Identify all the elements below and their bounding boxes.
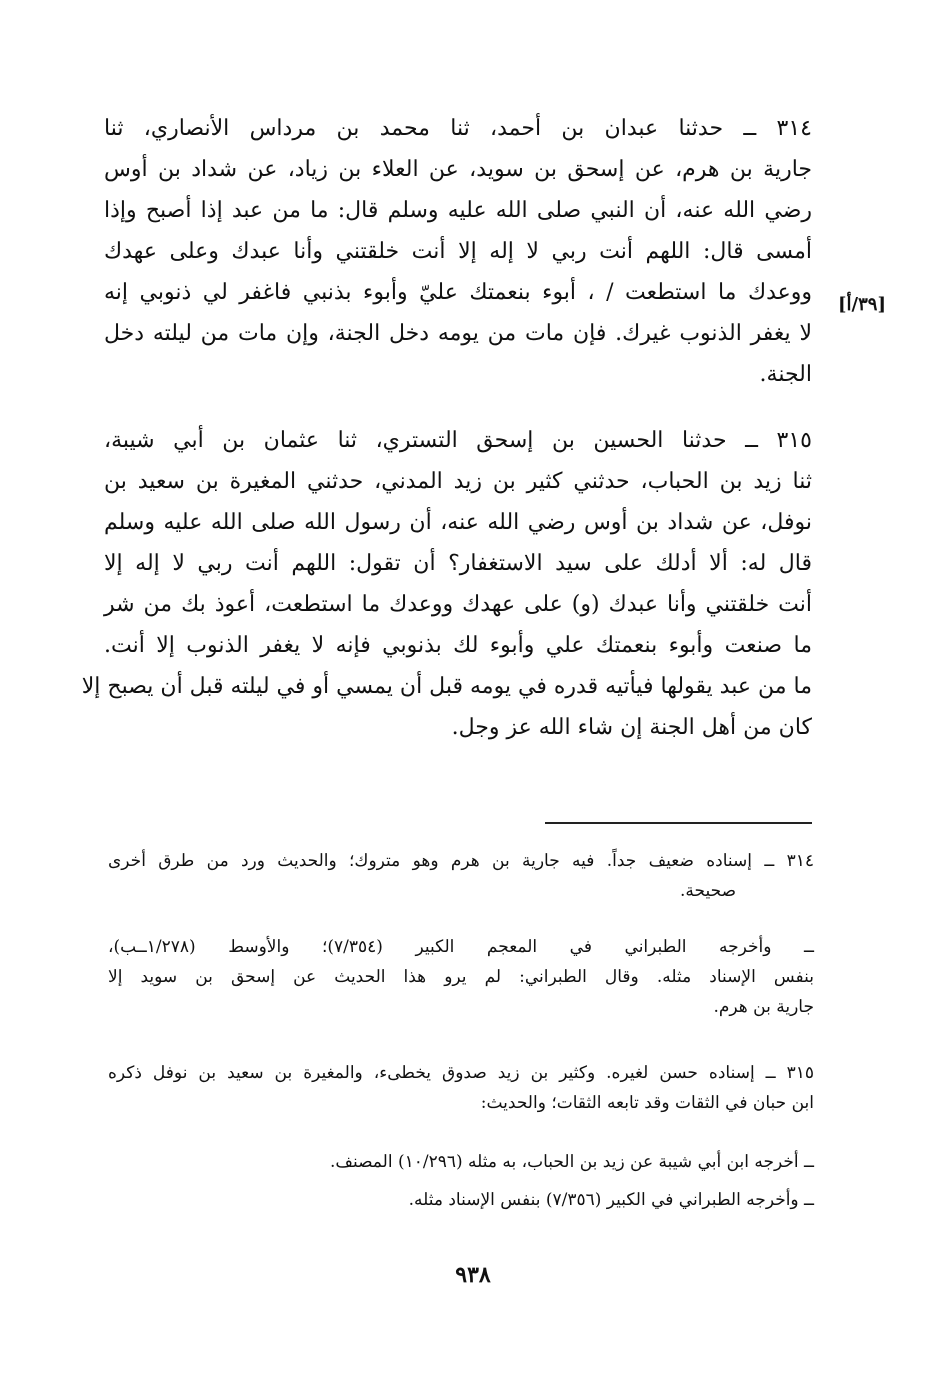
footnote-315-source-line-2: ــ وأخرجه الطبراني في الكبير (٧/٣٥٦) بنفس الإسناد مثله. [408,1190,814,1210]
footnote-314-source-line-1: ــ وأخرجه الطبراني في المعجم الكبير (٧/٣٥٤)؛ والأوسط (١/٢٧٨ــب)، [108,937,814,957]
footnote-314-source-line-2: بنفس الإسناد مثله. وقال الطبراني: لم يرو هذا الحديث عن إسحق بن سويد إلا [108,967,814,987]
hadith-314-line-5: ووعدك ما استطعت / ، أبوء بنعمتك عليّ وأبوء بذنبي فاغفر لي ذنوبي إنه [104,280,812,305]
hadith-314-line-3: رضي الله عنه، أن النبي صلى الله عليه وسلم قال: ما من عبد إذا أصبح وإذا [104,198,812,223]
footnote-315-sources [108,1143,814,1219]
hadith-314-line-4: أمسى قال: اللهم أنت ربي لا إله إلا أنت خلقتني وأنا عبدك وعلى عهدك [104,239,812,264]
hadith-315-line-7: ما من عبد يقولها فيأتيه قدره في يومه قبل أن يمسي أو في ليلته قبل أن يصبح إلا [81,674,812,699]
footnote-314 [108,846,814,906]
footnote-315-line-2: ابن حبان في الثقات وقد تابعه الثقات؛ والحديث: [480,1093,814,1113]
footnote-314-line-1: ٣١٤ ــ إسناده ضعيف جداً. فيه جارية بن هرم وهو متروك؛ والحديث ورد من طرق أخرى [108,851,814,871]
hadith-315 [81,420,812,748]
hadith-314 [104,108,812,395]
hadith-315-line-6: ما صنعت وأبوء بنعمتك علي وأبوء لك بذنوبي فإنه لا يغفر الذنوب إلا أنت. [104,633,812,658]
footnote-314-source-line-3: جارية بن هرم. [713,997,814,1017]
hadith-315-line-3: نوفل، عن شداد بن أوس رضي الله عنه، أن رسول الله صلى الله عليه وسلم [104,510,812,535]
hadith-314-line-1: ٣١٤ ــ حدثنا عبدان بن أحمد، ثنا محمد بن مرداس الأنصاري، ثنا [104,116,812,141]
hadith-315-line-2: ثنا زيد بن الحباب، حدثني كثير بن زيد المدني، حدثني المغيرة بن سعيد بن [104,469,812,494]
hadith-315-line-4: قال له: ألا أدلك على سيد الاستغفار؟ أن تقول: اللهم أنت ربي لا إله إلا [104,551,812,576]
hadith-315-line-1: ٣١٥ ــ حدثنا الحسين بن إسحق التستري، ثنا عثمان بن أبي شيبة، [104,428,812,453]
footnote-314-sources [108,932,814,1022]
hadith-315-line-8: كان من أهل الجنة إن شاء الله عز وجل. [451,715,812,740]
hadith-314-line-2: جارية بن هرم، عن إسحق بن سويد، عن العلاء بن زياد، عن شداد بن أوس [104,157,812,182]
page-number: ٩٣٨ [455,1262,491,1288]
footnote-315-source-line-1: ــ أخرجه ابن أبي شيبة عن زيد بن الحباب، به مثله (١٠/٢٩٦) المصنف. [329,1152,814,1172]
footnote-divider [545,822,812,824]
footnote-315-line-1: ٣١٥ ــ إسناده حسن لغيره. وكثير بن زيد صدوق يخطىء، والمغيرة بن سعيد بن نوفل ذكره [108,1063,814,1083]
footnote-314-line-2: صحيحة. [679,881,736,901]
hadith-314-line-6: لا يغفر الذنوب غيرك. فإن مات من يومه دخل الجنة، وإن مات من ليلته دخل [104,321,812,346]
manuscript-folio-marker: [٣٩/أ] [838,294,886,315]
hadith-315-line-5: أنت خلقتني وأنا عبدك (و) على عهدك ووعدك ما استطعت، أعوذ بك من شر [104,592,812,617]
footnote-315 [108,1058,814,1118]
hadith-314-line-7: الجنة. [759,362,812,387]
